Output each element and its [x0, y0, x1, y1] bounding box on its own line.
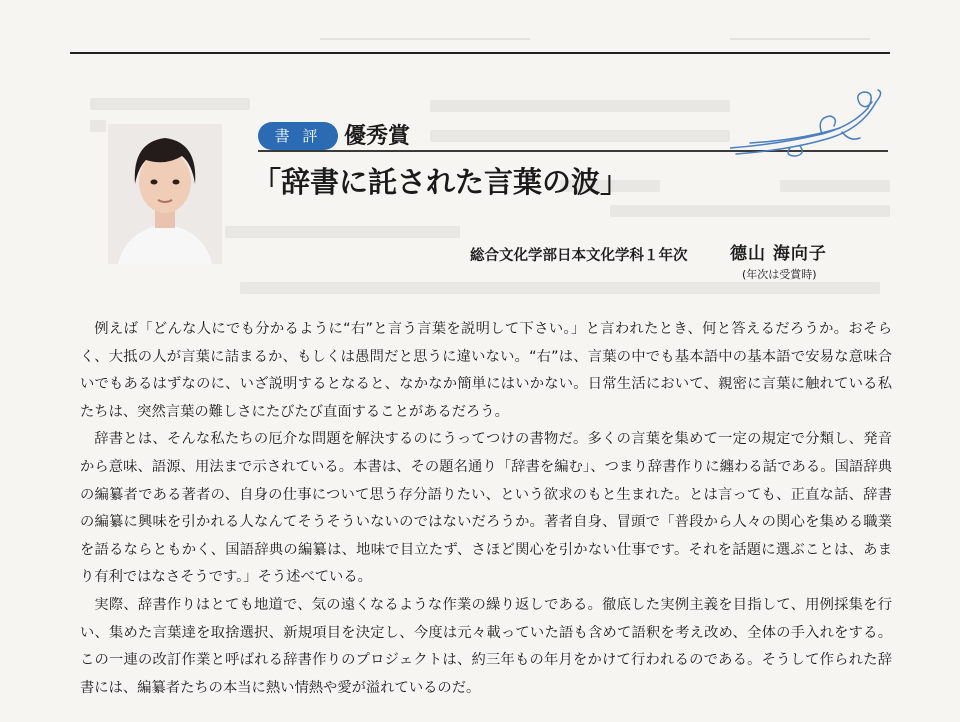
- paragraph: 実際、辞書作りはとても地道で、気の遠くなるような作業の繰り返しである。徹底した実例主義を目指して、用例採集を行い、集めた言葉達を取捨選択、新規項目を決定し、今度は元々載っていた語も含めて語釈を考え改め、全体の手入れをする。この一連の改訂作業と呼ばれる辞書作りのプロジェクトは、約三年もの年月をかけて行われるのである。そうして作られた辞書には、編纂者たちの本当に熱い情熱や愛が溢れているのだ。: [80, 596, 892, 696]
- author-name: 德山 海向子: [730, 244, 827, 264]
- review-body: [80, 316, 892, 702]
- header-rule: [70, 52, 890, 54]
- award-label: 優秀賞: [344, 123, 411, 149]
- book-review-badge: 書 評: [258, 122, 338, 150]
- paragraph: 例えば「どんな人にでも分かるように“右”と言う言葉を説明して下さい。」と言われたとき、何と答えるだろうか。おそらく、大抵の人が言葉に詰まるか、もしくは愚問だと思うに違いない。“右”は、言葉の中でも基本語中の基本語で安易な意味合いでもあるはずなのに、いざ説明するとなると、なかなか簡単にはいかない。日常生活において、親密に言葉に触れている私たちは、突然言葉の難しさにたびたび直面することがあるだろう。: [80, 321, 892, 420]
- review-title: 「辞書に託された言葉の波」: [252, 165, 630, 199]
- paragraph: 辞書とは、そんな私たちの厄介な問題を解決するのにうってつけの書物だ。多くの言葉を集めて一定の規定で分類し、発音から意味、語源、用法まで示されている。本書は、その題名通り「辞書を編む」、つまり辞書作りに纏わる話である。国語辞典の編纂者である著者の、自身の仕事について思う存分語りたい、という欲求のもと生まれた。とは言っても、正直な話、辞書の編纂に興味を引かれる人なんてそうそういないのではないだろうか。著者自身、冒頭で「普段から人々の関心を集める職業を語るならともかく、国語辞典の編纂は、地味で目立たず、さほど関心を引かない仕事です。それを話題に選ぶことは、あまり有利ではなさそうです。」そう述べている。: [80, 431, 892, 586]
- author-affiliation: 総合文化学部日本文化学科１年次: [470, 248, 688, 264]
- faded-running-header: [70, 28, 890, 50]
- decorative-flourish-icon: [730, 88, 886, 158]
- year-note: (年次は受賞時): [742, 268, 817, 281]
- author-photo: [108, 124, 222, 264]
